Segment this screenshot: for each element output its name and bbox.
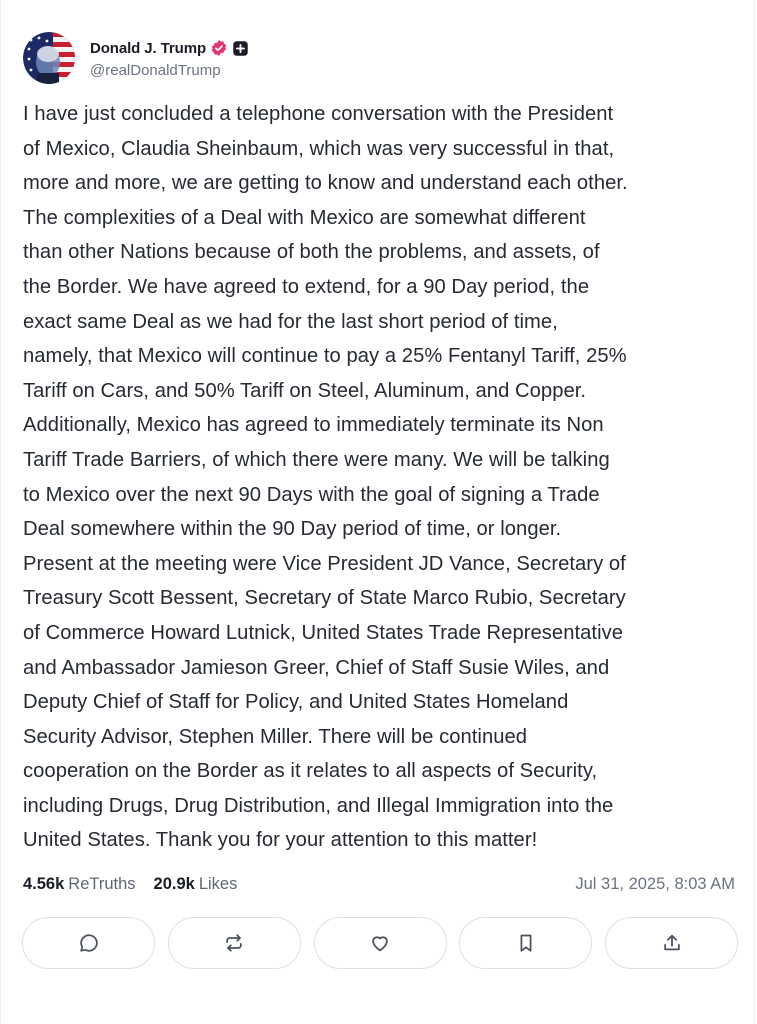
share-icon <box>661 932 683 954</box>
author-handle[interactable]: @realDonaldTrump <box>90 62 221 79</box>
post-body-line: of Commerce Howard Lutnick, United States Trade Representative <box>23 621 624 644</box>
likes-count[interactable]: 20.9k <box>153 874 195 893</box>
retruth-button[interactable] <box>168 917 301 969</box>
post-stats <box>23 872 735 896</box>
avatar[interactable] <box>23 32 75 84</box>
like-button[interactable] <box>314 917 447 969</box>
post-body-line: Present at the meeting were Vice President JD Vance, Secretary of <box>23 552 626 575</box>
post-body-line: exact same Deal as we had for the last short period of time, <box>23 310 558 333</box>
like-icon <box>369 932 391 954</box>
post-body-line: Additionally, Mexico has agreed to immediately terminate its Non <box>23 414 604 437</box>
author-display-name[interactable]: Donald J. Trump <box>90 39 207 57</box>
post-body-line: namely, that Mexico will continue to pay a 25% Fentanyl Tariff, 25% <box>23 345 627 368</box>
post-body-line: of Mexico, Claudia Sheinbaum, which was very successful in that, <box>23 137 615 160</box>
post-body-line: Deal somewhere within the 90 Day period of time, or longer. <box>23 518 562 541</box>
bookmark-button[interactable] <box>459 917 592 969</box>
reply-button[interactable] <box>22 917 155 969</box>
retruths-count[interactable]: 4.56k <box>23 874 65 893</box>
post-header <box>23 31 249 85</box>
retruth-icon <box>223 932 245 954</box>
post-body-line: Deputy Chief of Staff for Policy, and United States Homeland <box>23 691 569 714</box>
post-body-line: more and more, we are getting to know and understand each other. <box>23 172 628 195</box>
post-body-line: Security Advisor, Stephen Miller. There will be continued <box>23 725 528 748</box>
post-body-line: United States. Thank you for your attention to this matter! <box>23 829 538 852</box>
retruths-label[interactable]: ReTruths <box>68 874 136 893</box>
reply-icon <box>78 932 100 954</box>
post-body-line: the Border. We have agreed to extend, for a 90 Day period, the <box>23 275 590 298</box>
post-timestamp: Jul 31, 2025, 8:03 AM <box>575 874 735 893</box>
name-row <box>90 37 249 59</box>
post-body-line: I have just concluded a telephone conversation with the President <box>23 103 614 125</box>
post-body-line: including Drugs, Drug Distribution, and Illegal Immigration into the <box>23 794 614 817</box>
share-button[interactable] <box>605 917 738 969</box>
bookmark-icon <box>515 932 537 954</box>
post-body-line: The complexities of a Deal with Mexico are somewhat different <box>23 206 586 229</box>
likes-label[interactable]: Likes <box>198 874 238 893</box>
post-body-line: Treasury Scott Bessent, Secretary of State Marco Rubio, Secretary <box>23 587 626 610</box>
author-names <box>90 37 249 79</box>
post-body-line: Tariff on Cars, and 50% Tariff on Steel, Aluminum, and Copper. <box>23 379 587 402</box>
post-body-line: than other Nations because of both the problems, and assets, of <box>23 241 600 264</box>
plus-badge-icon <box>232 40 249 57</box>
post-body <box>23 97 739 858</box>
post-body-line: and Ambassador Jamieson Greer, Chief of Staff Susie Wiles, and <box>23 656 610 679</box>
verified-badge-icon <box>210 39 228 57</box>
post-body-line: Tariff Trade Barriers, of which there were many. We will be talking <box>23 448 610 471</box>
action-bar <box>22 917 738 971</box>
post-body-line: to Mexico over the next 90 Days with the goal of signing a Trade <box>23 483 600 506</box>
post-body-line: cooperation on the Border as it relates to all aspects of Security, <box>23 760 598 783</box>
